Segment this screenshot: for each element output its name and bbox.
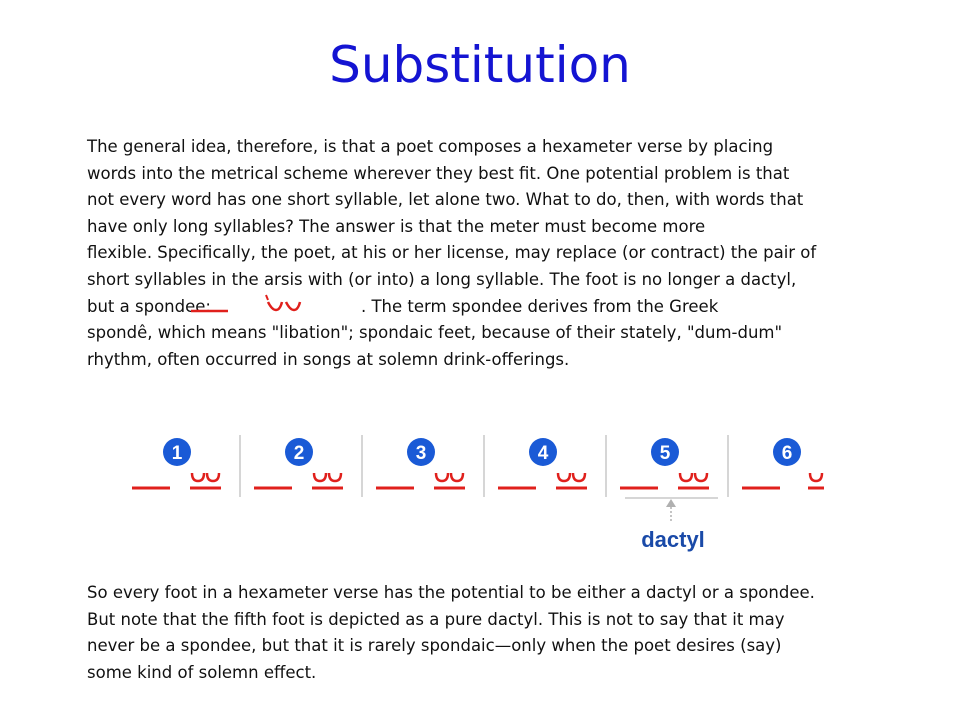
intro-paragraph <box>87 134 893 373</box>
foot-number: 2 <box>293 443 305 464</box>
foot-1 <box>132 435 240 497</box>
text-line: So every foot in a hexameter verse has the potential to be either a dactyl or a spondee. <box>87 583 815 602</box>
spondee-marks-icon <box>186 292 376 322</box>
text-line: have only long syllables? The answer is that the meter must become more <box>87 216 706 236</box>
slide-title: Substitution <box>329 36 631 94</box>
text-line: flexible. Specifically, the poet, at his or her license, may replace (or contract) the pair of <box>87 243 817 263</box>
foot-2 <box>254 435 362 497</box>
foot-number: 1 <box>171 443 183 464</box>
dactyl-label: dactyl <box>641 527 705 552</box>
short-syllable-mark <box>314 473 326 481</box>
short-syllable-mark <box>207 473 219 481</box>
text-line-with-figure <box>87 294 893 321</box>
dactyl-arrow-head <box>666 499 676 507</box>
short-syllable-mark <box>329 473 341 481</box>
text-line: not every word has one short syllable, let alone two. What to do, then, with words that <box>87 190 804 210</box>
closing-paragraph <box>87 580 893 686</box>
foot-4 <box>498 435 606 497</box>
text-line: words into the metrical scheme wherever they best fit. One potential problem is that <box>87 163 790 183</box>
foot-6 <box>742 438 824 488</box>
short-syllable-mark <box>436 473 448 481</box>
feet-group <box>132 435 824 497</box>
foot-number: 4 <box>537 443 549 464</box>
short-syllable-mark <box>680 473 692 481</box>
short-syllable-mark <box>558 473 570 481</box>
foot-5 <box>620 435 728 497</box>
foot-number: 5 <box>659 443 671 464</box>
short-syllable-mark <box>810 473 822 481</box>
line-end: . The term spondee derives from the Greek <box>360 296 719 316</box>
text-line: But note that the fifth foot is depicted as a pure dactyl. This is not to say that it may <box>87 609 785 629</box>
foot-number: 3 <box>415 443 427 464</box>
short-syllable-mark <box>192 473 204 481</box>
text-line: some kind of solemn effect. <box>87 662 317 682</box>
text-line: spondê, which means "libation"; spondaic feet, because of their stately, "dum-dum" <box>87 323 783 343</box>
text-line: The general idea, therefore, is that a poet composes a hexameter verse by placing <box>87 137 774 156</box>
text-line: rhythm, often occurred in songs at solemn drink-offerings. <box>87 349 570 369</box>
text-line: short syllables in the arsis with (or into) a long syllable. The foot is no longer a dactyl, <box>87 269 797 289</box>
short-syllable-mark <box>451 473 463 481</box>
short-syllable-mark <box>573 473 585 481</box>
hexameter-diagram <box>120 425 845 560</box>
line-start: but a spondee: <box>87 296 211 316</box>
short-syllable-mark <box>695 473 707 481</box>
inline-meter-figure <box>211 298 361 316</box>
foot-3 <box>376 435 484 497</box>
text-line: never be a spondee, but that it is rarely spondaic—only when the poet desires (say) <box>87 636 782 656</box>
foot-number: 6 <box>781 443 793 464</box>
